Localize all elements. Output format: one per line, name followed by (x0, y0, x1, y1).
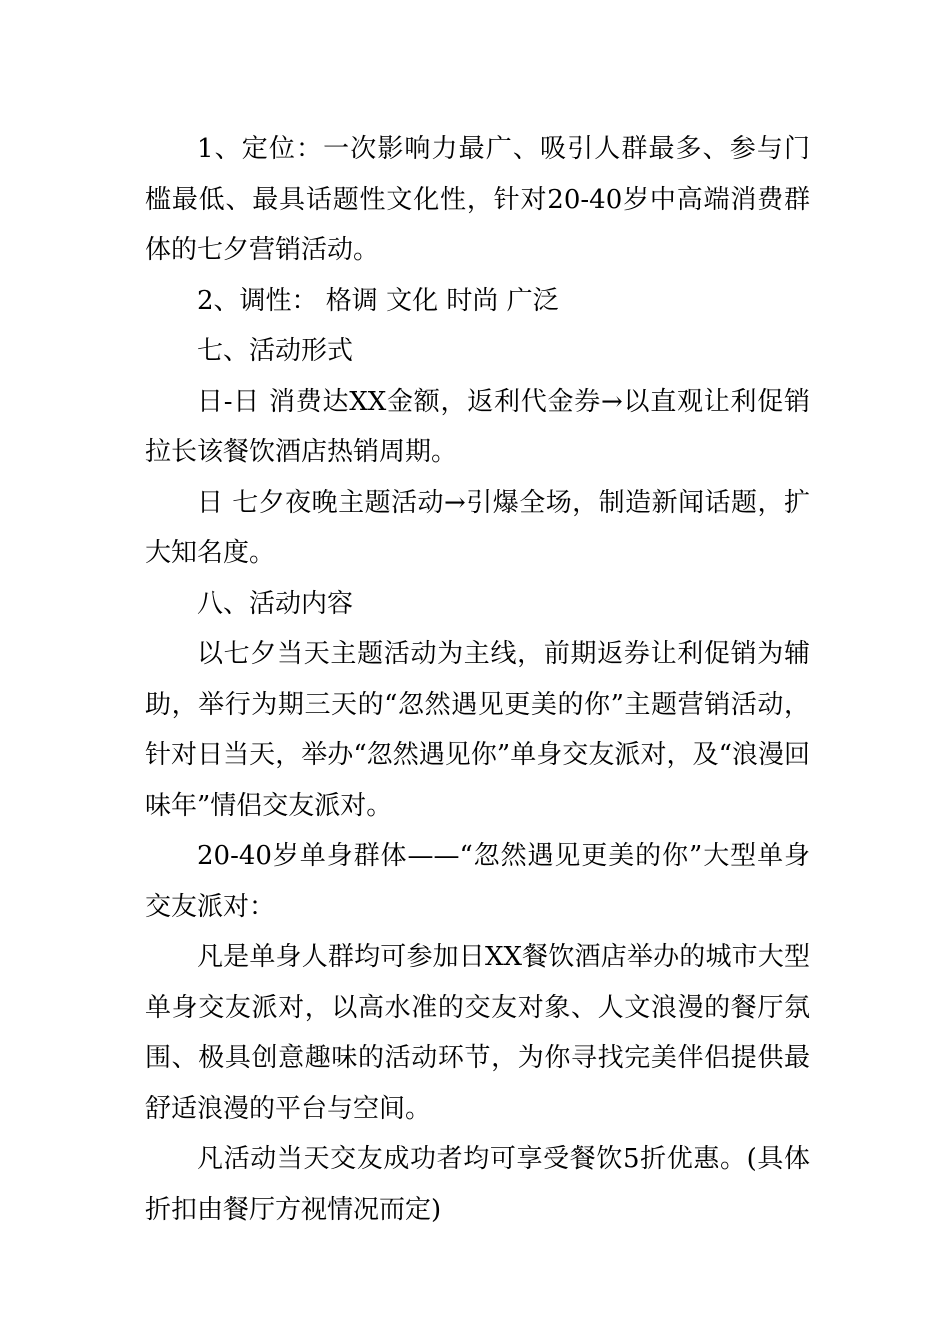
paragraph-activity-form-1: 日-日 消费达XX金额，返利代金券→以直观让利促销拉长该餐饮酒店热销周期。 (145, 386, 810, 467)
paragraph-activity-form-2: 日 七夕夜晚主题活动→引爆全场，制造新闻话题，扩大知名度。 (145, 487, 810, 568)
section-heading-activity-content: 八、活动内容 (197, 588, 354, 619)
document-body (145, 124, 810, 1235)
paragraph-discount-offer: 凡活动当天交友成功者均可享受餐饮5折优惠。(具体折扣由餐厅方视情况而定) (145, 1144, 810, 1225)
paragraph-tone: 2、调性： 格调 文化 时尚 广泛 (197, 285, 559, 316)
paragraph-activity-content-main: 以七夕当天主题活动为主线，前期返券让利促销为辅助，举行为期三天的“忽然遇见更美的你”主题营销活动，针对日当天，举办“忽然遇见你”单身交友派对，及“浪漫回味年”情侣交友派对。 (145, 639, 810, 821)
paragraph-singles-party-title: 20-40岁单身群体——“忽然遇见更美的你”大型单身交友派对： (145, 841, 810, 922)
section-heading-activity-form: 七、活动形式 (197, 336, 354, 366)
paragraph-positioning: 1、定位：一次影响力最广、吸引人群最多、参与门槛最低、最具话题性文化性，针对20-40岁中高端消费群体的七夕营销活动。 (145, 134, 810, 265)
paragraph-singles-party-description: 凡是单身人群均可参加日XX餐饮酒店举办的城市大型单身交友派对，以高水准的交友对象、人文浪漫的餐厅氛围、极具创意趣味的活动环节，为你寻找完美伴侣提供最舒适浪漫的平台与空间。 (145, 942, 810, 1124)
